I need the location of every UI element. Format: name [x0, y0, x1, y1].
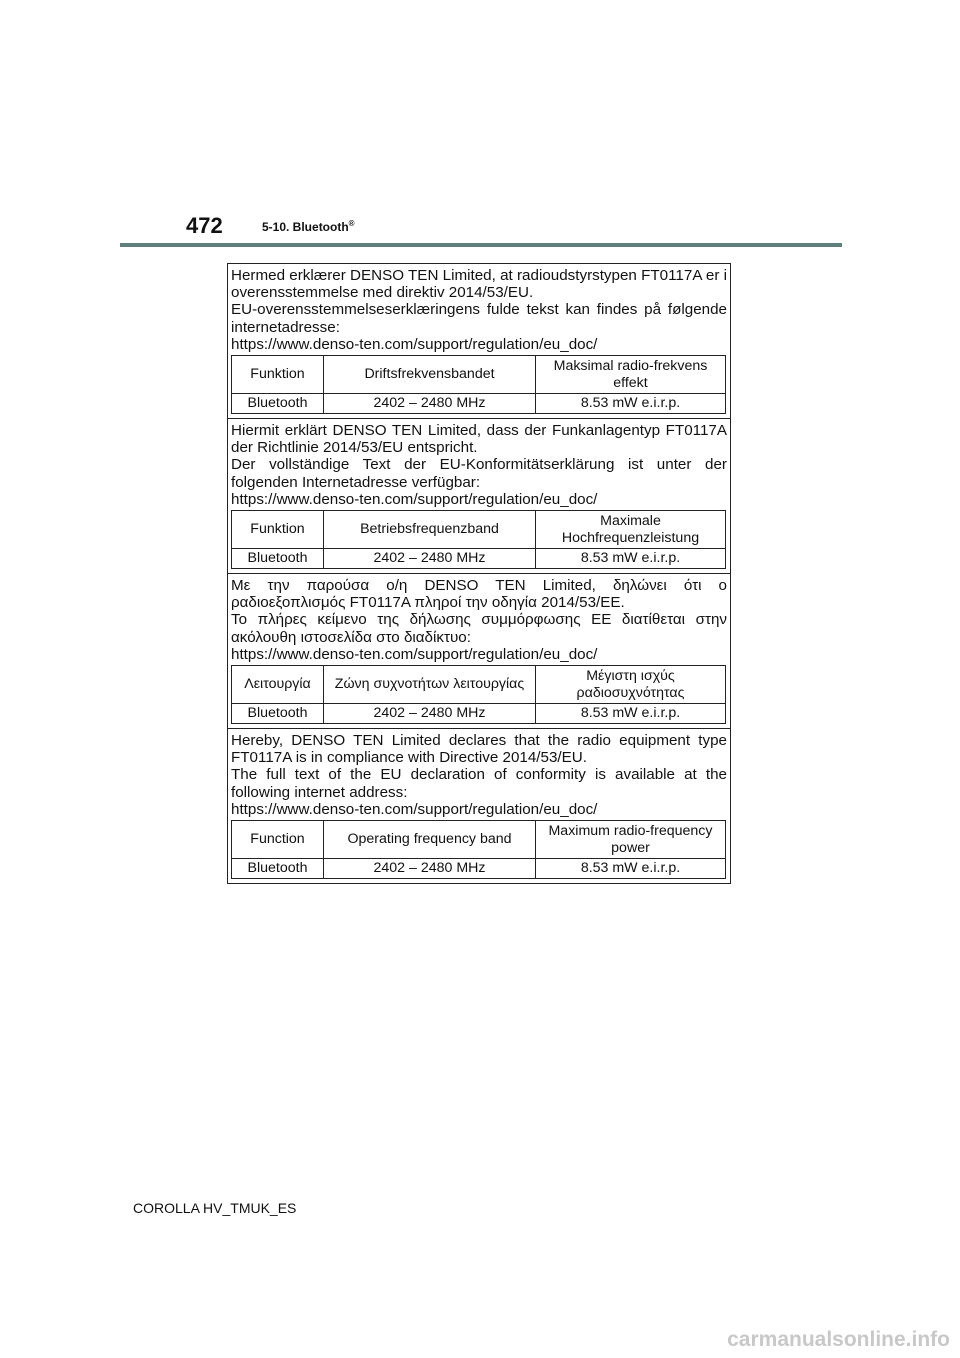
declaration-url: https://www.denso-ten.com/support/regulation/eu_doc/ — [231, 335, 598, 353]
spec-header-row — [232, 356, 726, 394]
watermark: carmanualsonline.info — [727, 1328, 950, 1351]
spec-value-cell: 2402 – 2480 MHz — [324, 859, 536, 879]
declaration-line: ραδιοεξοπλισμός FT0117A πληροί την οδηγία 2014/53/ΕΕ. — [231, 594, 625, 612]
spec-header-cell: Μέγιστη ισχύς ραδιοσυχνότητας — [536, 666, 726, 704]
section-title — [262, 219, 355, 234]
spec-value-row — [232, 704, 726, 724]
section-title-text: 5-10. Bluetooth — [262, 220, 349, 234]
spec-value-cell: 8.53 mW e.i.r.p. — [536, 394, 726, 414]
declaration-line: Hereby, DENSO TEN Limited declares that the radio equipment type — [231, 732, 727, 750]
spec-header-cell: Maksimal radio-frekvens effekt — [536, 356, 726, 394]
declaration-text — [231, 577, 727, 646]
declaration-line: Der vollständige Text der EU-Konformitätserklärung ist unter der — [231, 456, 727, 474]
spec-value-row — [232, 394, 726, 414]
registered-mark: ® — [348, 219, 355, 228]
spec-table — [231, 820, 726, 879]
spec-header-cell: Maximum radio-frequency power — [536, 821, 726, 859]
spec-table — [231, 665, 726, 724]
spec-value-row — [232, 859, 726, 879]
declaration-block-danish — [228, 264, 730, 419]
declaration-line: folgenden Internetadresse verfügbar: — [231, 473, 481, 491]
page-number: 472 — [186, 213, 223, 238]
declaration-text — [231, 422, 727, 491]
spec-value-cell: Bluetooth — [232, 549, 324, 569]
declaration-text — [231, 267, 727, 336]
spec-value-cell: 8.53 mW e.i.r.p. — [536, 549, 726, 569]
declaration-line: FT0117A is in compliance with Directive 2014/53/EU. — [231, 749, 587, 767]
declaration-block-german — [228, 419, 730, 574]
spec-header-row — [232, 666, 726, 704]
declaration-line: Με την παρούσα ο/η DENSO TEN Limited, δηλώνει ότι ο — [231, 577, 727, 595]
declaration-url: https://www.denso-ten.com/support/regulation/eu_doc/ — [231, 800, 598, 818]
spec-header-cell: Driftsfrekvensbandet — [324, 356, 536, 394]
spec-header-cell: Ζώνη συχνοτήτων λειτουργίας — [324, 666, 536, 704]
spec-value-cell: 8.53 mW e.i.r.p. — [536, 704, 726, 724]
header-rule — [120, 243, 842, 247]
spec-value-cell: 8.53 mW e.i.r.p. — [536, 859, 726, 879]
spec-header-cell: Operating frequency band — [324, 821, 536, 859]
declaration-line: overensstemmelse med direktiv 2014/53/EU. — [231, 284, 534, 302]
declaration-line: EU-overensstemmelseserklæringens fulde tekst kan findes på følgende — [231, 301, 727, 319]
spec-header-cell: Funktion — [232, 356, 324, 394]
spec-value-cell: Bluetooth — [232, 704, 324, 724]
spec-header-row — [232, 821, 726, 859]
spec-value-cell: 2402 – 2480 MHz — [324, 394, 536, 414]
declaration-line: Το πλήρες κείμενο της δήλωσης συμμόρφωσης ΕΕ διατίθεται στην — [231, 611, 727, 629]
declaration-url: https://www.denso-ten.com/support/regulation/eu_doc/ — [231, 645, 598, 663]
spec-value-cell: 2402 – 2480 MHz — [324, 704, 536, 724]
declaration-box — [227, 263, 731, 884]
spec-value-cell: Bluetooth — [232, 859, 324, 879]
footer-model: COROLLA HV_TMUK_ES — [133, 1200, 297, 1216]
spec-header-cell: Function — [232, 821, 324, 859]
spec-value-cell: 2402 – 2480 MHz — [324, 549, 536, 569]
spec-value-row — [232, 549, 726, 569]
spec-header-cell: Λειτουργία — [232, 666, 324, 704]
spec-header-row — [232, 511, 726, 549]
declaration-line: following internet address: — [231, 783, 408, 801]
declaration-block-english — [228, 729, 730, 883]
declaration-line: internetadresse: — [231, 318, 340, 336]
declaration-line: Hermed erklærer DENSO TEN Limited, at radioudstyrstypen FT0117A er i — [231, 267, 727, 284]
spec-table — [231, 510, 726, 569]
spec-header-cell: Maximale Hochfrequenzleistung — [536, 511, 726, 549]
declaration-line: The full text of the EU declaration of conformity is available at the — [231, 766, 727, 784]
declaration-block-greek — [228, 574, 730, 729]
declaration-line: der Richtlinie 2014/53/EU entspricht. — [231, 439, 478, 457]
spec-header-cell: Funktion — [232, 511, 324, 549]
declaration-url: https://www.denso-ten.com/support/regulation/eu_doc/ — [231, 490, 598, 508]
spec-value-cell: Bluetooth — [232, 394, 324, 414]
declaration-line: ακόλουθη ιστοσελίδα στο διαδίκτυο: — [231, 628, 471, 646]
declaration-line: Hiermit erklärt DENSO TEN Limited, dass der Funkanlagentyp FT0117A — [231, 422, 727, 440]
declaration-text — [231, 732, 727, 801]
spec-header-cell: Betriebsfrequenzband — [324, 511, 536, 549]
spec-table — [231, 355, 726, 414]
